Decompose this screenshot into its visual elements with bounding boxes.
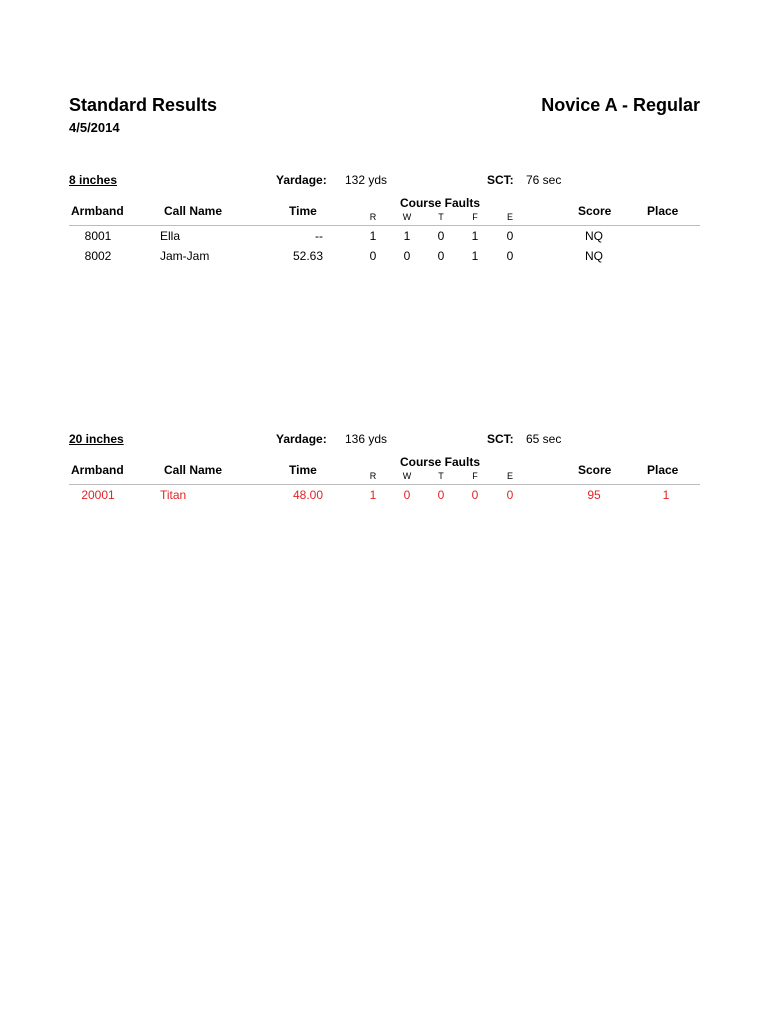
cell-armband: 8002 <box>84 249 112 263</box>
sct-label: SCT: <box>487 173 514 187</box>
yardage-value: 132 yds <box>345 173 388 187</box>
cell-place: 1 <box>662 488 670 502</box>
col-f: F <box>472 212 478 222</box>
level-title: Novice A - Regular <box>541 95 700 115</box>
col-t: T <box>438 212 444 222</box>
col-w: W <box>402 212 412 222</box>
cell-f: 0 <box>471 488 479 502</box>
cell-armband: 20001 <box>81 488 115 502</box>
cell-e: 0 <box>506 249 514 263</box>
cell-t: 0 <box>437 249 445 263</box>
col-r: R <box>369 212 377 222</box>
col-t: T <box>438 471 444 481</box>
cell-score: 95 <box>587 488 601 502</box>
sct-value: 65 sec <box>526 432 562 446</box>
col-score: Score <box>578 463 612 477</box>
cell-r: 1 <box>369 488 377 502</box>
class-name: 8 inches <box>69 173 118 187</box>
cell-r: 0 <box>369 249 377 263</box>
cell-r: 1 <box>369 229 377 243</box>
page-title: Standard Results <box>69 95 218 115</box>
col-place: Place <box>647 204 679 218</box>
cell-w: 0 <box>403 488 411 502</box>
cell-w: 1 <box>403 229 411 243</box>
cell-armband: 8001 <box>84 229 112 243</box>
col-place: Place <box>647 463 679 477</box>
sct-value: 76 sec <box>526 173 562 187</box>
header-rule <box>69 225 700 226</box>
col-r: R <box>369 471 377 481</box>
col-time: Time <box>289 204 317 218</box>
cell-w: 0 <box>403 249 411 263</box>
col-f: F <box>472 471 478 481</box>
col-call-name: Call Name <box>164 204 223 218</box>
col-course-faults: Course Faults <box>399 196 480 210</box>
col-armband: Armband <box>71 463 124 477</box>
cell-f: 1 <box>471 229 479 243</box>
cell-t: 0 <box>437 488 445 502</box>
col-e: E <box>506 212 513 222</box>
cell-e: 0 <box>506 229 514 243</box>
col-e: E <box>506 471 513 481</box>
cell-f: 1 <box>471 249 479 263</box>
cell-e: 0 <box>506 488 514 502</box>
col-armband: Armband <box>71 204 124 218</box>
cell-time: 52.63 <box>292 249 323 263</box>
col-w: W <box>402 471 412 481</box>
cell-call-name: Titan <box>160 488 187 502</box>
col-course-faults: Course Faults <box>399 455 480 469</box>
col-time: Time <box>289 463 317 477</box>
cell-call-name: Jam-Jam <box>160 249 210 263</box>
header-rule <box>69 484 700 485</box>
yardage-label: Yardage: <box>276 173 327 187</box>
cell-time: -- <box>315 229 323 243</box>
cell-score: NQ <box>585 229 603 243</box>
cell-t: 0 <box>437 229 445 243</box>
col-call-name: Call Name <box>164 463 223 477</box>
col-score: Score <box>578 204 612 218</box>
yardage-value: 136 yds <box>345 432 388 446</box>
cell-score: NQ <box>585 249 603 263</box>
cell-call-name: Ella <box>160 229 181 243</box>
yardage-label: Yardage: <box>276 432 327 446</box>
sct-label: SCT: <box>487 432 514 446</box>
results-date: 4/5/2014 <box>69 120 120 135</box>
class-name: 20 inches <box>69 432 124 446</box>
cell-time: 48.00 <box>292 488 323 502</box>
